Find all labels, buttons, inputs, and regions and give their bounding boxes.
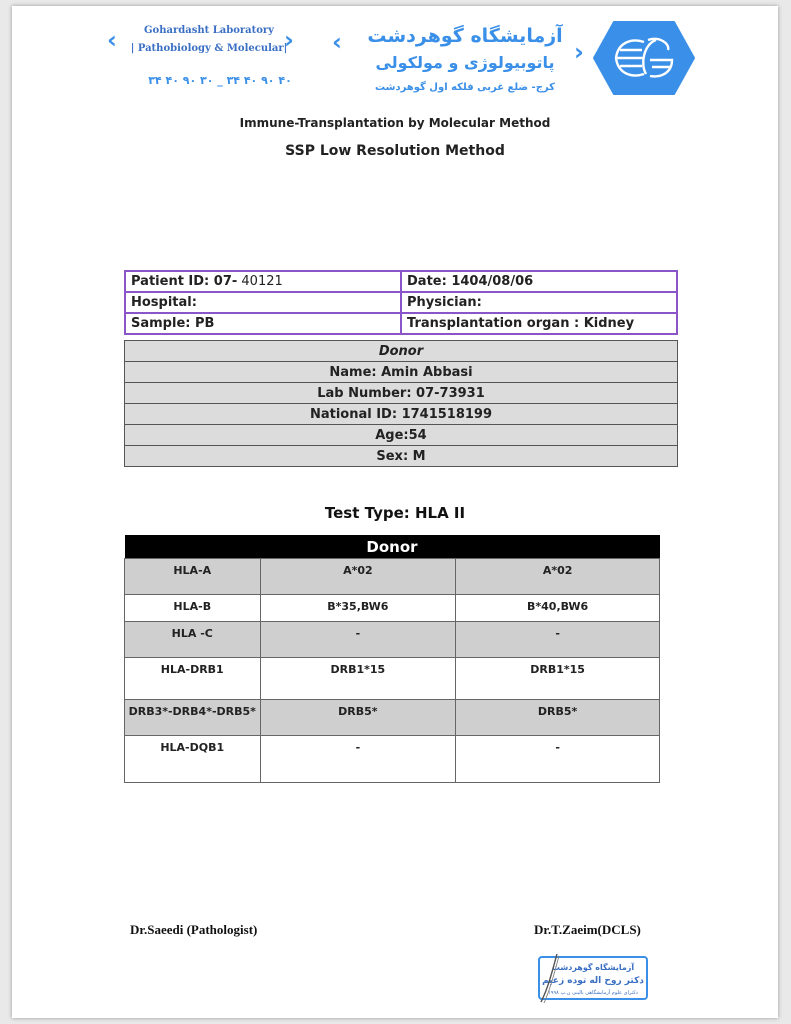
hla-header: Donor xyxy=(125,535,660,559)
report-page xyxy=(12,6,778,1018)
pathologist-signature: Dr.Saeedi (Pathologist) xyxy=(130,922,258,937)
table-row xyxy=(125,736,660,783)
locus-cell: DRB3*-DRB4*-DRB5* xyxy=(125,700,261,736)
table-row xyxy=(125,341,678,362)
donor-heading: Donor xyxy=(125,341,678,362)
dcls-signature: Dr.T.Zaeim(DCLS) xyxy=(534,922,641,937)
table-row xyxy=(125,446,678,467)
allele2-cell: - xyxy=(456,736,660,783)
donor-sex: Sex: M xyxy=(125,446,678,467)
svg-text:آزمایشگاه گوهردشت: آزمایشگاه گوهردشت xyxy=(551,963,635,972)
patient-id-cell xyxy=(125,271,401,292)
method-title: Immune-Transplantation by Molecular Method xyxy=(239,116,551,130)
chevron-left-icon: ‹ xyxy=(332,28,342,56)
test-type-title: Test Type: HLA II xyxy=(324,504,466,522)
donor-age: Age:54 xyxy=(125,425,678,446)
lab-name-en-line2: | Pathobiology & Molecular| xyxy=(130,43,288,54)
allele2-cell: A*02 xyxy=(456,559,660,595)
table-row xyxy=(125,622,660,658)
patient-id-label: Patient ID: 07- xyxy=(131,274,238,289)
chevron-right-icon: › xyxy=(574,38,584,66)
locus-cell: HLA -C xyxy=(125,622,261,658)
lab-name-en-line1: Gohardasht Laboratory xyxy=(144,25,274,36)
svg-text:پاتوبیولوژی و مولکولی: پاتوبیولوژی و مولکولی xyxy=(375,53,555,72)
lab-logo-icon xyxy=(592,20,696,96)
table-row xyxy=(125,700,660,736)
patient-info-table xyxy=(124,270,678,335)
allele1-cell: A*02 xyxy=(260,559,456,595)
date-cell: Date: 1404/08/06 xyxy=(401,271,677,292)
svg-text:کرج- ضلع غربی فلکه اول گوهردشت: کرج- ضلع غربی فلکه اول گوهردشت xyxy=(375,82,555,93)
locus-cell: HLA-B xyxy=(125,595,261,622)
patient-id-value: 40121 xyxy=(237,274,283,289)
allele2-cell: DRB5* xyxy=(456,700,660,736)
sample-cell: Sample: PB xyxy=(125,313,401,334)
phone-number xyxy=(120,72,320,88)
table-row xyxy=(125,383,678,404)
donor-national-id: National ID: 1741518199 xyxy=(125,404,678,425)
chevron-left-icon: ‹ xyxy=(107,26,117,54)
svg-text:دکترای علوم آزمایشگاهی بالینی: دکترای علوم آزمایشگاهی بالینی ن.پ ۱۹۹۸ xyxy=(548,990,638,996)
chevron-right-icon: › xyxy=(284,26,294,54)
allele1-cell: B*35,BW6 xyxy=(260,595,456,622)
allele1-cell: DRB5* xyxy=(260,700,456,736)
allele1-cell: - xyxy=(260,622,456,658)
hla-header-row xyxy=(125,535,660,559)
lab-name-fa-logo xyxy=(350,18,580,98)
svg-text:۳۴ ۴۰ ۹۰ ۳۰ _ ۳۴ ۴۰ ۹۰ ۴۰: ۳۴ ۴۰ ۹۰ ۳۰ _ ۳۴ ۴۰ ۹۰ ۴۰ xyxy=(148,74,292,87)
physician-cell: Physician: xyxy=(401,292,677,313)
table-row xyxy=(125,313,677,334)
table-row xyxy=(125,425,678,446)
locus-cell: HLA-DRB1 xyxy=(125,658,261,700)
locus-cell: HLA-A xyxy=(125,559,261,595)
svg-text:آزمایشگاه گوهردشت: آزمایشگاه گوهردشت xyxy=(367,25,563,47)
allele2-cell: B*40,BW6 xyxy=(456,595,660,622)
hospital-cell: Hospital: xyxy=(125,292,401,313)
table-row xyxy=(125,271,677,292)
resolution-title: SSP Low Resolution Method xyxy=(285,143,505,159)
donor-name: Name: Amin Abbasi xyxy=(125,362,678,383)
table-row xyxy=(125,559,660,595)
svg-text:دکتر روح اله توده زعیم: دکتر روح اله توده زعیم xyxy=(542,976,644,986)
allele1-cell: DRB1*15 xyxy=(260,658,456,700)
allele2-cell: DRB1*15 xyxy=(456,658,660,700)
hla-typing-table xyxy=(124,535,660,783)
locus-cell: HLA-DQB1 xyxy=(125,736,261,783)
donor-info-table xyxy=(124,340,678,467)
table-row xyxy=(125,292,677,313)
allele2-cell: - xyxy=(456,622,660,658)
signature-stamp xyxy=(527,952,657,1004)
table-row xyxy=(125,595,660,622)
table-row xyxy=(125,362,678,383)
lab-name-en xyxy=(109,22,309,58)
allele1-cell: - xyxy=(260,736,456,783)
table-row xyxy=(125,404,678,425)
table-row xyxy=(125,658,660,700)
organ-cell: Transplantation organ : Kidney xyxy=(401,313,677,334)
donor-lab-number: Lab Number: 07-73931 xyxy=(125,383,678,404)
